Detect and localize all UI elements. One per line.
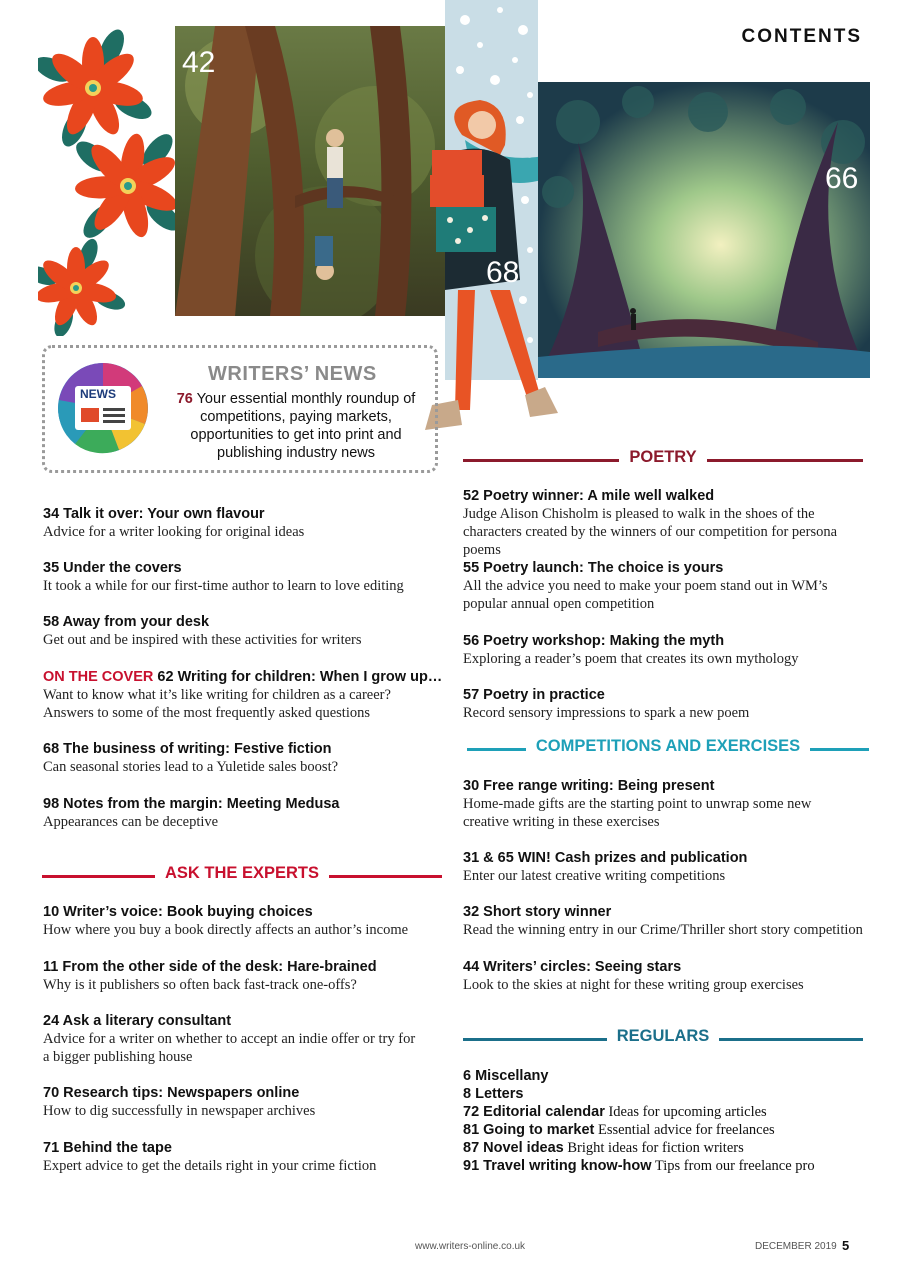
- item-title: 32 Short story winner: [463, 904, 612, 920]
- regular-item[interactable]: [463, 1103, 883, 1121]
- list-item[interactable]: [43, 1139, 463, 1175]
- item-title: 52 Poetry winner: A mile well walked: [463, 488, 715, 504]
- poinsettia-decoration-icon: [38, 26, 188, 336]
- regular-title: 72 Editorial calendar: [463, 1104, 605, 1120]
- regular-title: 8 Letters: [463, 1086, 524, 1102]
- item-title: 34 Talk it over: Your own flavour: [43, 506, 265, 522]
- writers-news-page: 76: [176, 391, 193, 407]
- item-title: 57 Poetry in practice: [463, 687, 605, 703]
- regular-title: 91 Travel writing know-how: [463, 1158, 652, 1174]
- item-title: 58 Away from your desk: [43, 614, 210, 630]
- regular-item[interactable]: [463, 1157, 883, 1175]
- list-item[interactable]: [463, 903, 868, 939]
- regulars-heading: [463, 1027, 863, 1051]
- item-title: 70 Research tips: Newspapers online: [43, 1085, 300, 1101]
- list-item[interactable]: [463, 686, 883, 722]
- list-item[interactable]: [43, 958, 463, 994]
- item-desc: Advice for a writer on whether to accept an indie offer or try for a bigger publishing house: [43, 1031, 416, 1065]
- list-item[interactable]: [43, 505, 463, 541]
- item-title: 71 Behind the tape: [43, 1140, 172, 1156]
- list-item[interactable]: [43, 1012, 423, 1066]
- regular-desc: Ideas for upcoming articles: [604, 1104, 767, 1120]
- regular-desc: Bright ideas for fiction writers: [563, 1140, 744, 1156]
- list-item[interactable]: [43, 559, 463, 595]
- heading-label: ASK THE EXPERTS: [155, 864, 329, 882]
- competitions-heading: [467, 737, 869, 761]
- heading-label: COMPETITIONS AND EXERCISES: [526, 737, 810, 755]
- item-title: 55 Poetry launch: The choice is yours: [463, 560, 724, 576]
- fantasy-page-number: 66: [825, 162, 859, 195]
- item-desc: Judge Alison Chisholm is pleased to walk in the shoes of the characters created by the winners of our competition for persona poems: [463, 506, 838, 558]
- list-item[interactable]: [43, 795, 463, 831]
- news-badge-label: NEWS: [80, 387, 116, 401]
- regular-desc: Tips from our freelance pro: [651, 1158, 815, 1174]
- writers-news-desc: Your essential monthly roundup of competitions, paying markets, opportunities to get into print and publishing industry news: [190, 391, 416, 461]
- regular-title: 87 Novel ideas: [463, 1140, 564, 1156]
- list-item[interactable]: [463, 958, 883, 994]
- item-desc: Read the winning entry in our Crime/Thriller short story competition: [463, 922, 863, 938]
- list-item[interactable]: [463, 632, 883, 668]
- item-desc: Get out and be inspired with these activities for writers: [43, 632, 362, 648]
- on-the-cover-tag: ON THE COVER: [43, 669, 154, 685]
- item-title: 44 Writers’ circles: Seeing stars: [463, 959, 682, 975]
- item-title: 10 Writer’s voice: Book buying choices: [43, 904, 313, 920]
- fantasy-illustration[interactable]: [538, 82, 870, 378]
- item-desc: Record sensory impressions to spark a new poem: [463, 705, 750, 721]
- item-desc: It took a while for our first-time author to learn to love editing: [43, 578, 404, 594]
- news-badge-icon: [57, 362, 149, 454]
- footer-page-number: 5: [842, 1238, 850, 1253]
- item-title: 35 Under the covers: [43, 560, 182, 576]
- list-item[interactable]: [463, 777, 863, 831]
- item-desc: Enter our latest creative writing competitions: [463, 868, 726, 884]
- item-desc: Can seasonal stories lead to a Yuletide sales boost?: [43, 759, 339, 775]
- item-desc: All the advice you need to make your poem stand out in WM’s popular annual open competition: [463, 578, 828, 612]
- item-desc: Advice for a writer looking for original ideas: [43, 524, 305, 540]
- item-desc: How to dig successfully in newspaper archives: [43, 1103, 316, 1119]
- regular-title: 6 Miscellany: [463, 1068, 549, 1084]
- item-title: 30 Free range writing: Being present: [463, 778, 715, 794]
- poetry-heading: [463, 448, 863, 472]
- regular-item[interactable]: [463, 1139, 883, 1157]
- item-title: 31 & 65 WIN! Cash prizes and publication: [463, 850, 748, 866]
- item-desc: Why is it publishers so often back fast-track one-offs?: [43, 977, 357, 993]
- item-desc: Expert advice to get the details right in your crime fiction: [43, 1158, 377, 1174]
- item-title: 98 Notes from the margin: Meeting Medusa: [43, 796, 340, 812]
- heading-label: REGULARS: [607, 1027, 720, 1045]
- regular-item[interactable]: [463, 1067, 883, 1085]
- writers-news-title: WRITERS’ NEWS: [208, 363, 377, 385]
- footer-url[interactable]: www.writers-online.co.uk: [415, 1241, 526, 1252]
- fantasy-illustration-image: [538, 82, 870, 378]
- regular-item[interactable]: [463, 1085, 883, 1103]
- list-item[interactable]: [43, 903, 463, 939]
- item-title: 56 Poetry workshop: Making the myth: [463, 633, 725, 649]
- item-title: 11 From the other side of the desk: Hare-brained: [43, 959, 377, 975]
- item-title: 68 The business of writing: Festive fiction: [43, 741, 332, 757]
- footer-date: DECEMBER 2019: [755, 1241, 837, 1252]
- item-desc: Appearances can be deceptive: [43, 814, 219, 830]
- heading-label: POETRY: [619, 448, 706, 466]
- regular-item[interactable]: [463, 1121, 883, 1139]
- regulars-list: [463, 1067, 883, 1175]
- item-desc: Exploring a reader’s poem that creates its own mythology: [463, 651, 799, 667]
- list-item[interactable]: [43, 740, 463, 776]
- forest-page-number: 42: [182, 46, 216, 79]
- forest-photo[interactable]: [175, 26, 445, 316]
- list-item-cover-story[interactable]: [43, 668, 448, 722]
- list-item[interactable]: [463, 559, 863, 613]
- list-item[interactable]: [463, 487, 868, 559]
- list-item[interactable]: [43, 613, 463, 649]
- ask-the-experts-heading: [42, 864, 442, 888]
- regular-desc: Essential advice for freelances: [594, 1122, 775, 1138]
- list-item[interactable]: [43, 1084, 463, 1120]
- item-desc: How where you buy a book directly affects an author’s income: [43, 922, 409, 938]
- item-title: 62 Writing for children: When I grow up…: [157, 669, 443, 685]
- item-title: 24 Ask a literary consultant: [43, 1013, 232, 1029]
- regular-title: 81 Going to market: [463, 1122, 595, 1138]
- page-title: CONTENTS: [741, 26, 862, 47]
- list-item[interactable]: [463, 849, 883, 885]
- woman-page-number: 68: [486, 256, 520, 289]
- writers-news-text[interactable]: [160, 390, 432, 462]
- item-desc: Look to the skies at night for these writing group exercises: [463, 977, 804, 993]
- item-desc: Want to know what it’s like writing for children as a career? Answers to some of the most frequently asked questions: [43, 687, 391, 721]
- item-desc: Home-made gifts are the starting point to unwrap some new creative writing in these exercises: [463, 796, 812, 830]
- forest-photo-image: [175, 26, 445, 316]
